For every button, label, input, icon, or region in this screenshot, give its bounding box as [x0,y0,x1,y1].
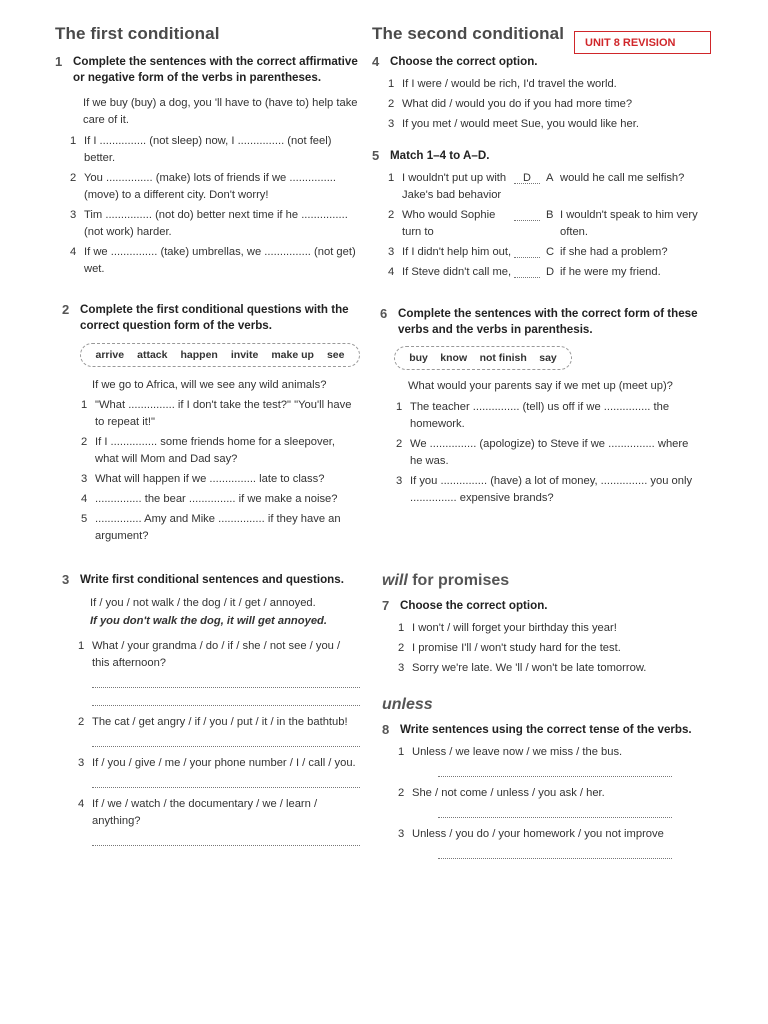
list-item[interactable] [398,620,702,637]
exercise-instruction: Complete the first conditional questions with the correct question form of the verbs. [80,303,349,332]
list-item[interactable] [398,744,702,761]
item-text: The cat / get angry / if / you / put / it / in the bathtub! [92,716,348,728]
list-item[interactable] [78,796,360,830]
answer-line[interactable] [438,802,672,818]
item-number: 4 [388,266,395,278]
exercise-4 [372,54,702,133]
item-text: If I were / would be rich, I'd travel the world. [402,78,617,90]
item-text: If I ............... (not sleep) now, I ............... (not feel) better. [84,135,332,164]
item-number: 1 [396,401,403,413]
list-item[interactable] [70,170,360,204]
item-text: Unless / we leave now / we miss / the bus. [412,746,623,758]
exercise-example: If we buy (buy) a dog, you 'll have to (have to) help take care of it. [83,97,358,126]
exercise-instruction: Choose the correct option. [390,55,538,68]
exercise-number: 1 [55,54,63,69]
item-number: 3 [388,246,395,258]
title-rest: for promises [407,572,510,589]
word: happen [180,349,218,361]
answer-line[interactable] [438,843,672,859]
item-text: You ............... (make) lots of friends if we ............... (move) to a different city. Don't worry! [84,172,337,201]
match-row[interactable] [388,244,702,261]
exercise-5 [372,148,702,281]
match-left: I wouldn't put up with Jake's bad behavior [402,172,507,201]
item-number: 1 [398,622,405,634]
word-box [80,343,360,367]
item-text: If I ............... some friends home for a sleepover, what will Mom and Dad say? [95,436,336,465]
exercise-2 [62,302,360,545]
exercise-8 [382,722,702,859]
list-item[interactable] [398,660,702,677]
list-item[interactable] [70,207,360,241]
item-text: Tim ............... (not do) better next time if he ............... (not work) harder. [84,209,348,238]
word: say [539,352,557,364]
match-answer[interactable]: D [514,170,540,184]
match-row[interactable] [388,170,702,204]
item-number: 3 [78,757,85,769]
list-item[interactable] [78,638,360,672]
item-text: If you met / would meet Sue, you would like her. [402,118,639,130]
item-number: 2 [70,172,77,184]
match-right: would he call me selfish? [560,172,685,184]
item-number: 3 [398,828,405,840]
item-number: 4 [78,798,85,810]
match-right: if he were my friend. [560,266,661,278]
item-text: I won't / will forget your birthday this year! [412,622,617,634]
first-conditional-title: The first conditional [55,24,220,43]
item-number: 1 [70,135,77,147]
match-right: if she had a problem? [560,246,668,258]
exercise-3 [62,572,360,846]
exercise-example: What would your parents say if we met up (meet up)? [408,380,673,392]
word: see [326,349,345,361]
item-number: 5 [81,513,88,525]
answer-line[interactable] [92,731,360,747]
item-number: 3 [81,473,88,485]
item-number: 1 [388,172,395,184]
exercise-6 [380,306,702,507]
list-item[interactable] [396,473,702,507]
answer-line[interactable] [92,672,360,688]
match-right: I wouldn't speak to him very often. [560,209,698,238]
word-box [394,346,572,370]
item-text: Sorry we're late. We 'll / won't be late tomorrow. [412,662,647,674]
list-item[interactable] [78,755,360,772]
item-text: What did / would you do if you had more time? [402,98,633,110]
exercise-instruction: Match 1–4 to A–D. [390,149,490,162]
exercise-example: If / you / not walk / the dog / it / get / annoyed. [90,597,316,609]
item-number: 1 [388,78,395,90]
list-item[interactable] [398,640,702,657]
item-text: I promise I'll / won't study hard for the test. [412,642,621,654]
list-item[interactable] [388,116,702,133]
match-row[interactable] [388,207,702,241]
item-number: 3 [70,209,77,221]
match-letter: D [546,266,555,278]
item-number: 3 [396,475,403,487]
item-text: The teacher ............... (tell) us off if we ............... the homework. [410,401,670,430]
second-conditional-title: The second conditional [372,24,565,43]
item-text: If we ............... (take) umbrellas, we ............... (not get) wet. [84,246,356,275]
list-item[interactable] [398,785,702,802]
item-text: If / we / watch / the documentary / we / learn / anything? [92,798,318,827]
match-left: Who would Sophie turn to [402,209,496,238]
match-letter: C [546,246,555,258]
title-italic: unless [382,696,433,713]
match-left: If I didn't help him out, [402,246,512,258]
will-promises-title [382,572,509,590]
item-number: 3 [388,118,395,130]
list-item[interactable] [70,133,360,167]
item-number: 2 [396,438,403,450]
exercise-number: 7 [382,598,390,613]
match-row[interactable] [388,264,702,281]
answer-line[interactable] [92,690,360,706]
exercise-number: 3 [62,572,70,587]
item-number: 1 [78,640,85,652]
item-text: If you ............... (have) a lot of money, ............... you only ............... expensive brands? [410,475,693,504]
list-item[interactable] [81,434,360,468]
exercise-7 [382,598,702,677]
exercise-number: 2 [62,302,70,317]
item-number: 2 [78,716,85,728]
word: make up [271,349,314,361]
item-number: 2 [388,209,395,221]
exercise-instruction: Complete the sentences with the correct form of these verbs and the verbs in parenthesis. [398,307,698,336]
item-number: 3 [398,662,405,674]
item-number: 2 [81,436,88,448]
item-number: 1 [81,399,88,411]
item-number: 4 [70,246,77,258]
word: not finish [479,352,527,364]
list-item[interactable] [398,826,702,843]
unit-badge: UNIT 8 REVISION [574,31,711,54]
match-answer[interactable] [514,207,540,221]
list-item[interactable] [81,397,360,431]
item-number: 2 [398,787,405,799]
exercise-number: 6 [380,306,388,321]
match-left: If Steve didn't call me, [402,266,512,278]
item-text: What / your grandma / do / if / she / not see / you / this afternoon? [92,640,341,669]
match-letter: A [546,172,554,184]
item-number: 2 [388,98,395,110]
exercise-number: 8 [382,722,390,737]
item-text: She / not come / unless / you ask / her. [412,787,605,799]
unless-title [382,696,433,714]
item-text: ............... Amy and Mike ............... if they have an argument? [95,513,341,542]
word: arrive [95,349,125,361]
item-text: We ............... (apologize) to Steve if we ............... where he was. [410,438,689,467]
word: invite [230,349,259,361]
item-number: 4 [81,493,88,505]
list-item[interactable] [396,436,702,470]
item-text: ............... the bear ............... if we make a noise? [95,493,338,505]
list-item[interactable] [81,491,360,508]
answer-line[interactable] [438,761,672,777]
list-item[interactable] [388,96,702,113]
list-item[interactable] [396,399,702,433]
exercise-instruction: Write sentences using the correct tense of the verbs. [400,723,692,736]
exercise-answer: If you don't walk the dog, it will get annoyed. [90,615,327,627]
list-item[interactable] [78,714,360,731]
exercise-1 [55,54,360,278]
exercise-number: 4 [372,54,380,69]
item-text: Unless / you do / your homework / you not improve [412,828,664,840]
title-italic: will [382,572,408,589]
item-number: 1 [398,746,405,758]
match-answer[interactable] [514,244,540,258]
exercise-instruction: Write first conditional sentences and questions. [80,573,344,586]
item-text: What will happen if we ............... late to class? [95,473,325,485]
list-item[interactable] [70,244,360,278]
list-item[interactable] [81,471,360,488]
word: attack [137,349,168,361]
exercise-instruction: Choose the correct option. [400,599,548,612]
match-answer[interactable] [514,264,540,278]
exercise-instruction: Complete the sentences with the correct affirmative or negative form of the verbs in parentheses. [73,55,358,84]
answer-line[interactable] [92,830,360,846]
item-text: "What ............... if I don't take the test?" "You'll have to repeat it!" [95,399,352,428]
exercise-example: If we go to Africa, will we see any wild animals? [92,379,327,391]
answer-line[interactable] [92,772,360,788]
word: know [440,352,468,364]
exercise-number: 5 [372,148,380,163]
item-text: If / you / give / me / your phone number / I / call / you. [92,757,356,769]
list-item[interactable] [388,76,702,93]
list-item[interactable] [81,511,360,545]
match-letter: B [546,209,554,221]
word: buy [409,352,428,364]
item-number: 2 [398,642,405,654]
